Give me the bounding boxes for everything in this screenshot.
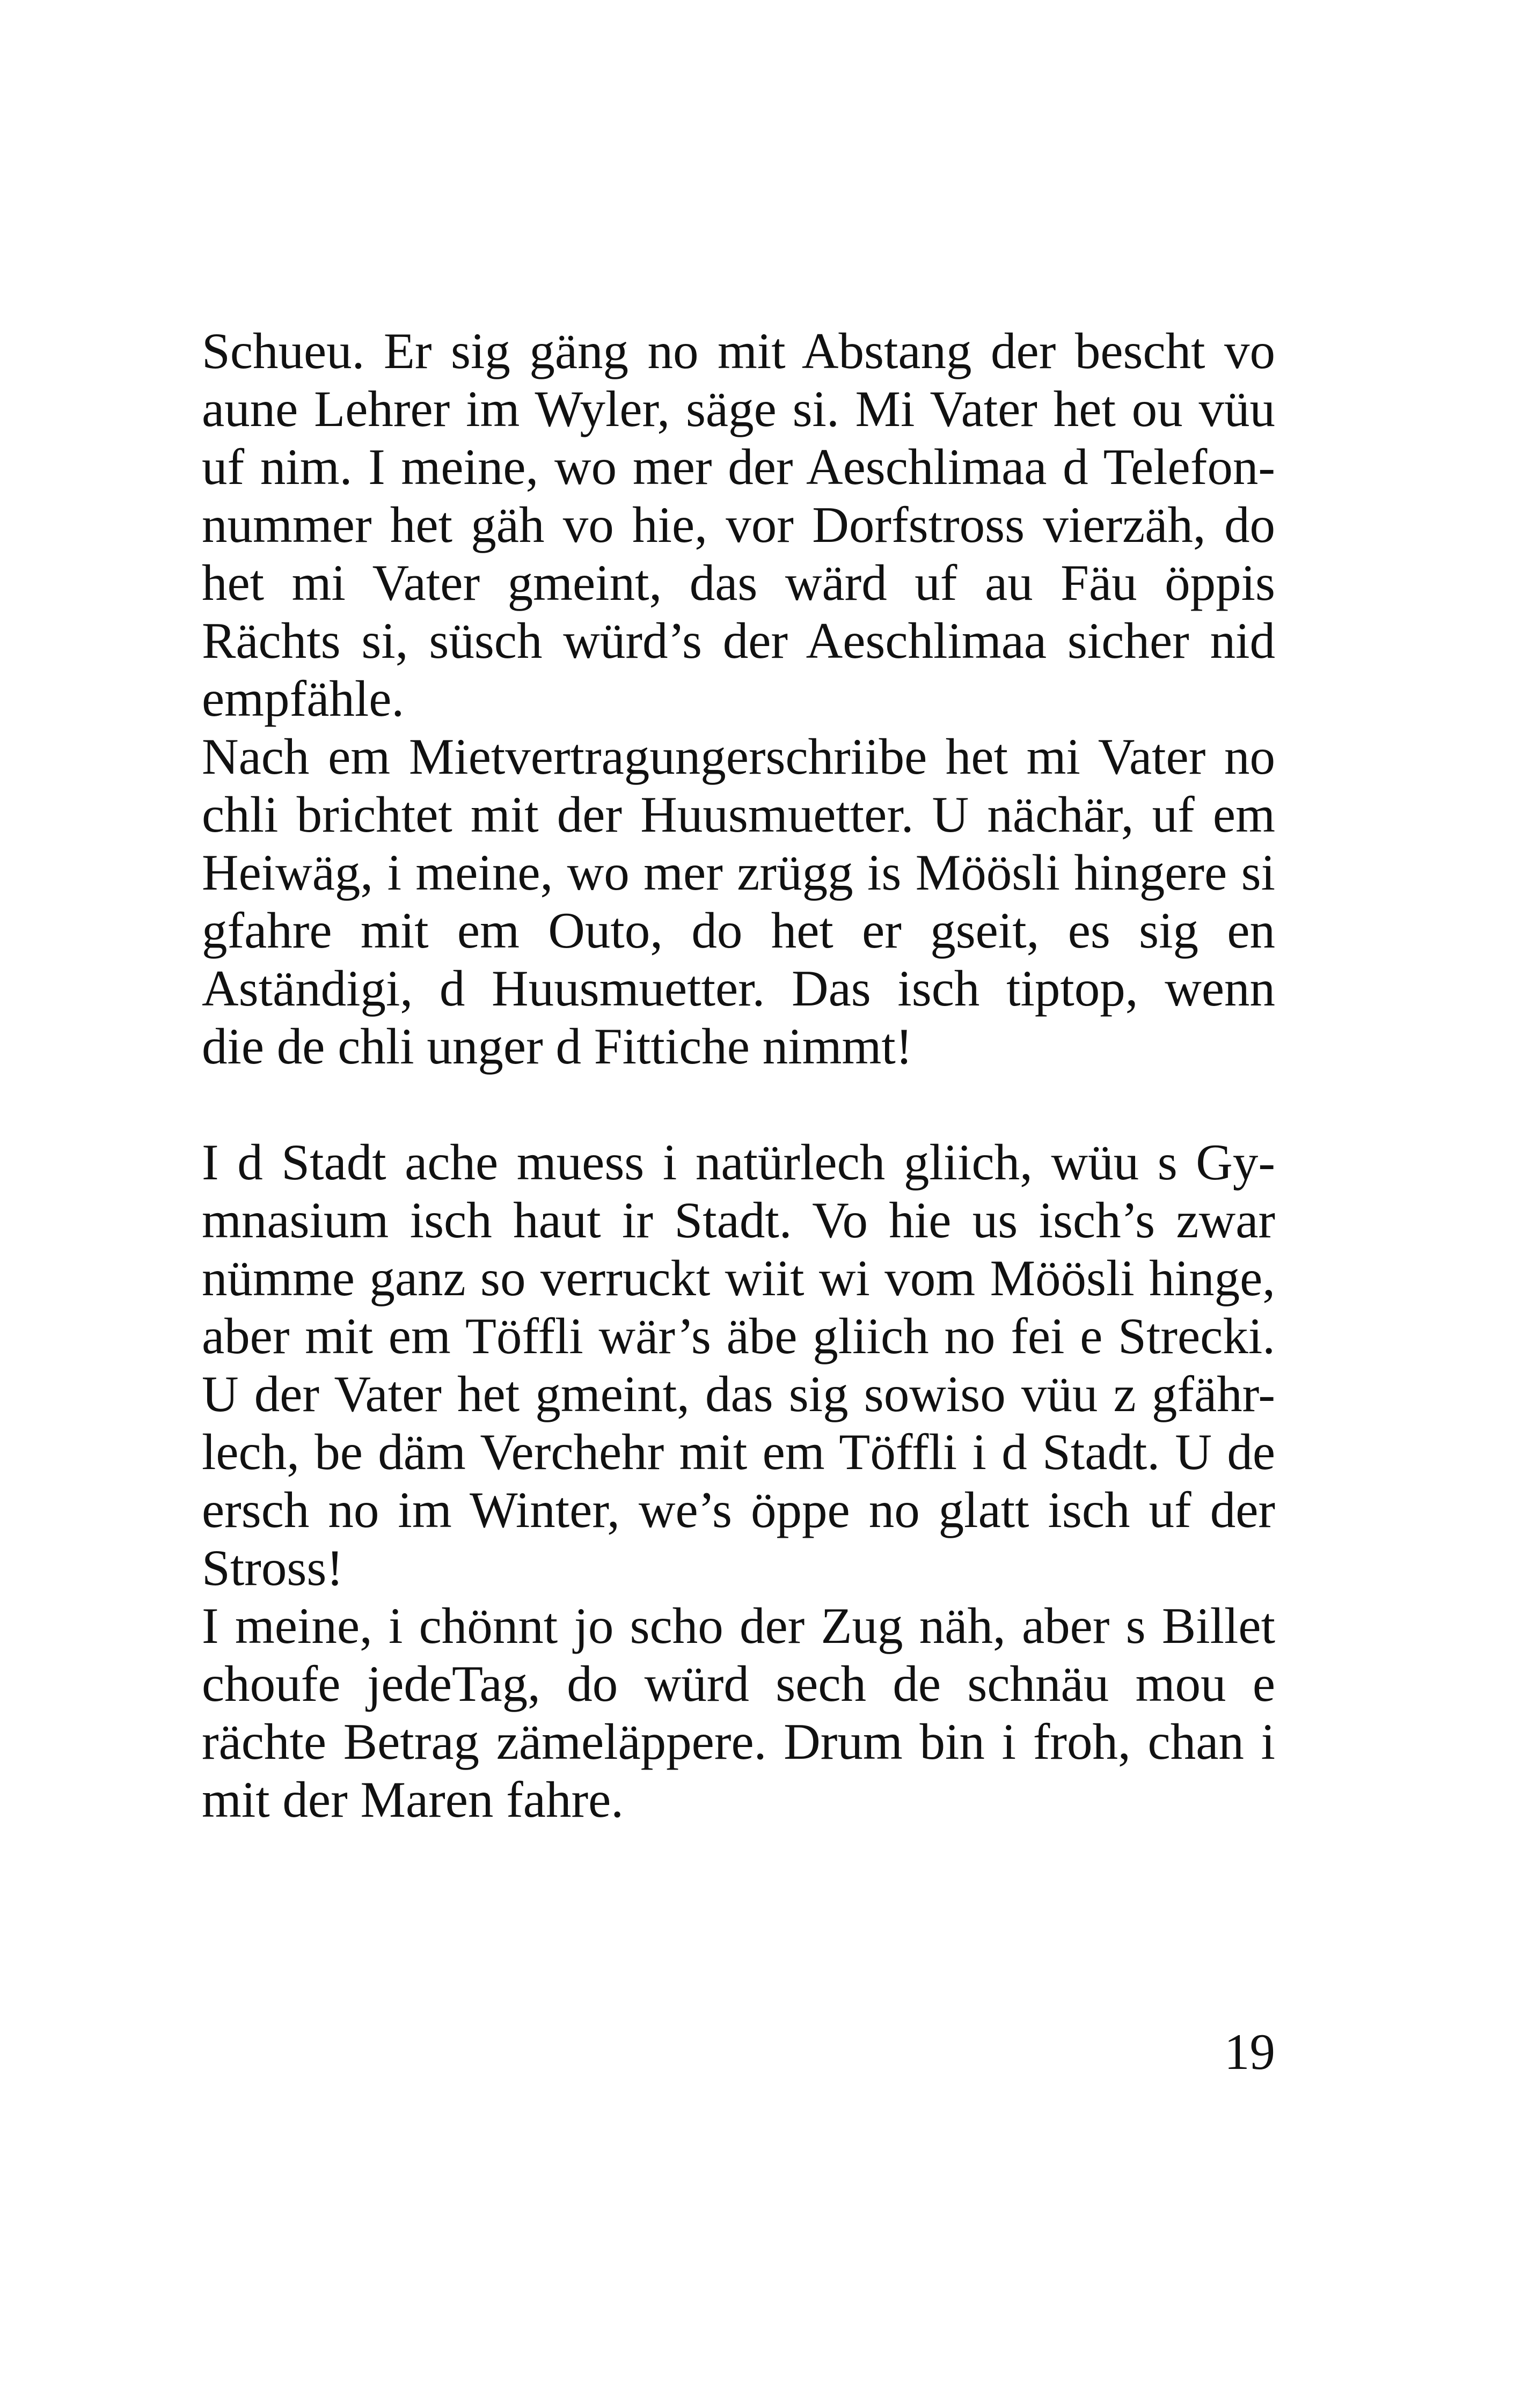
text-line: ersch no im Winter, we’s öppe no glatt isch uf der — [202, 1481, 1275, 1538]
text-line: het mi Vater gmeint, das wärd uf au Fäu öppis — [202, 554, 1275, 611]
text-line: chli brichtet mit der Huusmuetter. U nächär, uf em — [202, 786, 1275, 843]
text-line: rächte Betrag zämeläppere. Drum bin i froh, chan i — [202, 1713, 1275, 1770]
text-line: empfähle. — [202, 670, 405, 727]
text-line: nümme ganz so verruckt wiit wi vom Möösli hinge, — [202, 1250, 1275, 1306]
text-line: Heiwäg, i meine, wo mer zrügg is Möösli hingere si — [202, 844, 1275, 901]
text-line: Nach em Mietvertragungerschriibe het mi Vater no — [202, 728, 1275, 785]
text-line: gfahre mit em Outo, do het er gseit, es sig en — [202, 902, 1275, 959]
text-line: aber mit em Töffli wär’s äbe gliich no fei e Strecki. — [202, 1308, 1275, 1364]
text-line: Aständigi, d Huusmuetter. Das isch tiptop, wenn — [202, 960, 1275, 1017]
text-line: mit der Maren fahre. — [202, 1771, 624, 1828]
paragraph-3 — [202, 1133, 1275, 1597]
page-number: 19 — [1224, 2023, 1275, 2080]
body-text — [202, 322, 1275, 1829]
text-line: I d Stadt ache muess i natürlech gliich, wüu s Gy- — [202, 1134, 1275, 1191]
text-line: choufe jedeTag, do würd sech de schnäu mou e — [202, 1655, 1275, 1712]
text-line: U der Vater het gmeint, das sig sowiso vüu z gfähr- — [202, 1365, 1275, 1422]
text-line: mnasium isch haut ir Stadt. Vo hie us isch’s zwar — [202, 1192, 1275, 1249]
paragraph-2 — [202, 728, 1275, 1075]
paragraph-spacer — [202, 1075, 1275, 1133]
text-line: uf nim. I meine, wo mer der Aeschlimaa d Telefon- — [202, 438, 1275, 495]
paragraph-4 — [202, 1597, 1275, 1829]
text-line: Schueu. Er sig gäng no mit Abstang der bescht vo — [202, 322, 1275, 379]
text-line: nummer het gäh vo hie, vor Dorfstross vierzäh, do — [202, 496, 1275, 553]
text-line: Rächts si, süsch würd’s der Aeschlimaa sicher nid — [202, 612, 1275, 669]
paragraph-1 — [202, 322, 1275, 728]
text-line: I meine, i chönnt jo scho der Zug näh, aber s Billet — [202, 1597, 1275, 1654]
text-line: Stross! — [202, 1539, 343, 1596]
text-line: die de chli unger d Fittiche nimmt! — [202, 1018, 913, 1075]
text-line: lech, be däm Verchehr mit em Töffli i d Stadt. U de — [202, 1423, 1275, 1480]
text-line: aune Lehrer im Wyler, säge si. Mi Vater het ou vüu — [202, 380, 1275, 437]
